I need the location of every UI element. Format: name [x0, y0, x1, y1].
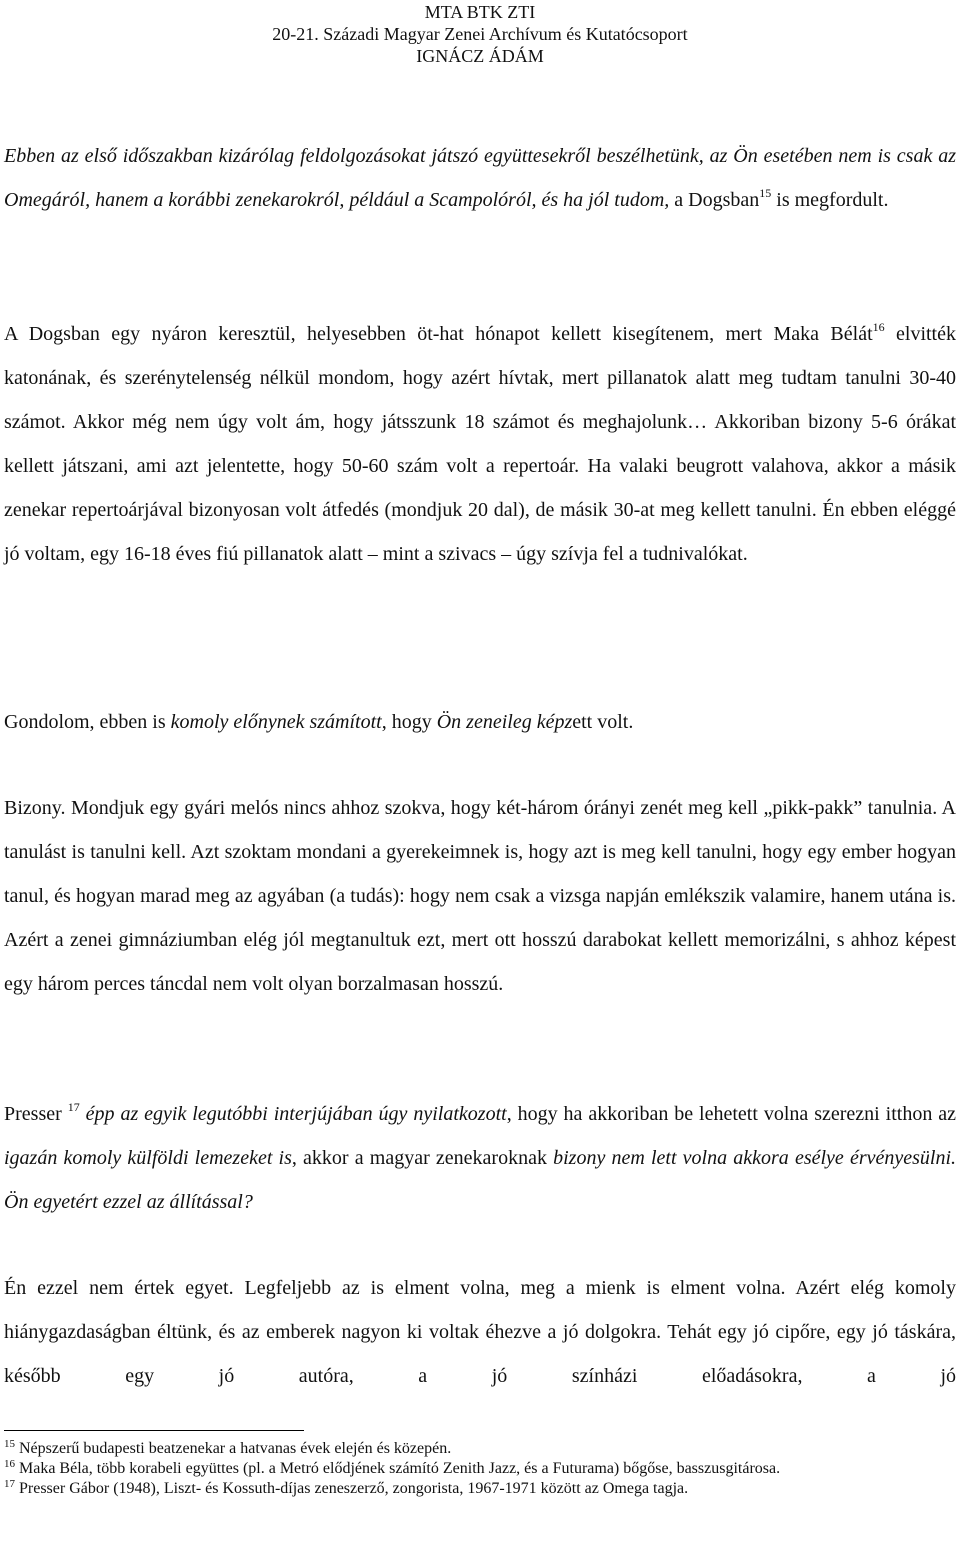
- footnotes: [4, 1430, 956, 1499]
- question-1-dogs: a Dogsban: [674, 189, 760, 211]
- answer-paragraph-3: Én ezzel nem értek egyet. Legfeljebb az is elment volna, meg a mienk is elment volna. Azért elég komoly hiánygazdaságban éltünk, és az emberek nagyon ki voltak éhezve a jó dolgokra. Tehát egy jó cipőre, egy jó táskára, később egy jó autóra, a jó színházi előadásokra, a jó: [4, 1277, 956, 1387]
- footnote-16-text: Maka Béla, több korabeli együttes (pl. a Metró elődjének számító Zenith Jazz, és a Futurama) bőgőse, basszusgitárosa.: [15, 1460, 781, 1477]
- question-3-b: épp az egyik legutóbbi interjújában úgy nyilatkozott: [79, 1103, 507, 1125]
- footnote-17-number: 17: [4, 1478, 15, 1490]
- footnote-17: [4, 1479, 956, 1499]
- footnote-ref-16[interactable]: 16: [872, 320, 885, 334]
- footnote-15-number: 15: [4, 1438, 15, 1450]
- question-3-c: , hogy ha akkoriban be lehetett volna szerezni itthon az: [506, 1103, 956, 1125]
- answer-paragraph-2: Bizony. Mondjuk egy gyári melós nincs ahhoz szokva, hogy két-három órányi zenét meg kell „pikk-pakk” tanulnia. A tanulást is tanulni kell. Azt szoktam mondani a gyerekeimnek is, hogy azt is meg kell tanulni, hogy egy ember hogyan tanul, és hogyan marad meg az agyában (a tudás): hogy nem csak a vizsga napján emlékszik valamire, hanem utána is. Azért a zenei gimnáziumban elég jól megtanultuk ezt, mert ott hosszú darabokat kellett memorizálni, s ahhoz képest egy három perces táncdal nem volt olyan borzalmasan hosszú.: [4, 797, 956, 995]
- question-1-text: Ebben az első időszakban kizárólag feldolgozásokat játszó együttesekről beszélhetünk, az Ön esetében nem is csak az Omegáról, hanem a korábbi zenekarokról, például a Scampolóról, és ha jól tudom,: [4, 145, 956, 211]
- footnote-16: [4, 1459, 956, 1479]
- question-2-c: , hogy: [381, 711, 437, 733]
- footnote-ref-17[interactable]: 17: [67, 1100, 80, 1114]
- question-3-f: bizony nem lett volna akkora esélye érvényesülni. Ön egyetért ezzel az állítással?: [4, 1147, 957, 1213]
- footnote-15-text: Népszerű budapesti beatzenekar a hatvanas évek elején és közepén.: [15, 1440, 452, 1457]
- question-3-d: igazán komoly külföldi lemezeket is: [4, 1147, 292, 1169]
- question-paragraph-2: [4, 700, 956, 744]
- answer-paragraph-1: [4, 312, 956, 576]
- question-paragraph-1: [4, 134, 956, 222]
- footnote-15: [4, 1439, 956, 1459]
- question-2-d: Ön zeneileg képz: [436, 711, 573, 733]
- answer-1-text-b: elvitték katonának, és szerénytelenség nélkül mondom, hogy azért hívtak, mert pillanatok alatt meg tudtam tanulni 30-40 számot. Akkor még nem úgy volt ám, hogy játsszunk 18 számot és meghajolunk… Akkoriban bizony 5-6 órákat kellett játszani, ami azt jelentette, hogy 50-60 szám volt a repertoár. Ha valaki beugrott valahova, akkor a másik zenekar repertoárjával bizonyosan volt átfedés (mondjuk 20 dal), de másik 30-at meg kellett tanulni. Én ebben eléggé jó voltam, egy 16-18 éves fiú pillanatok alatt – mint a szivacs – úgy szívja fel a tudnivalókat.: [4, 323, 956, 565]
- answer-1-text-a: A Dogsban egy nyáron keresztül, helyesebben öt-hat hónapot kellett kisegítenem, mert Maka Bélát: [4, 323, 873, 345]
- header-author: IGNÁCZ ÁDÁM: [416, 46, 544, 66]
- question-2-e: ett volt.: [572, 711, 634, 733]
- question-3-e: , akkor a magyar zenekaroknak: [291, 1147, 554, 1169]
- footnote-divider: [4, 1430, 304, 1431]
- footnote-17-text: Presser Gábor (1948), Liszt- és Kossuth-díjas zeneszerző, zongorista, 1967-1971 között az Omega tagja.: [15, 1480, 689, 1497]
- page-header: [0, 0, 960, 67]
- footnote-ref-15[interactable]: 15: [759, 186, 772, 200]
- question-paragraph-3: [4, 1092, 956, 1224]
- question-2-b: komoly előnynek számított: [170, 711, 382, 733]
- header-institution: MTA BTK ZTI: [424, 2, 536, 22]
- footnote-16-number: 16: [4, 1458, 15, 1470]
- header-research-group: 20-21. Századi Magyar Zenei Archívum és Kutatócsoport: [272, 24, 688, 44]
- question-1-end: is megfordult.: [771, 189, 889, 211]
- question-2-a: Gondolom, ebben is: [4, 711, 171, 733]
- question-3-a: Presser: [4, 1103, 68, 1125]
